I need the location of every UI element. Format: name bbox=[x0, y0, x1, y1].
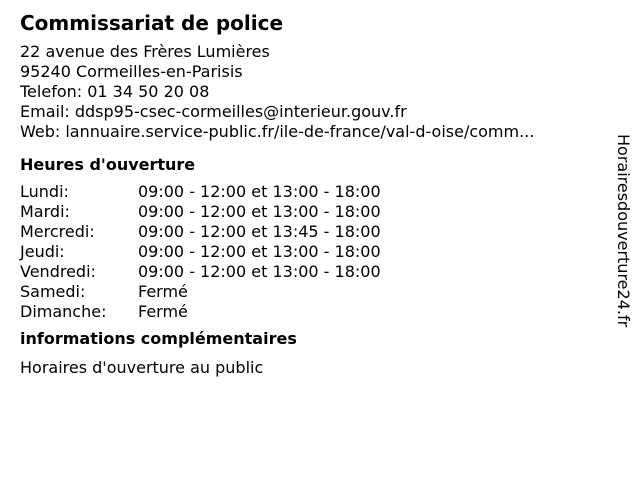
day-label: Samedi: bbox=[20, 282, 86, 301]
day-label: Mercredi: bbox=[20, 222, 95, 241]
hours-row bbox=[20, 282, 600, 302]
address-street: 22 avenue des Frères Lumières bbox=[20, 42, 270, 61]
hours-row bbox=[20, 302, 600, 322]
main-content bbox=[20, 10, 600, 378]
day-label: Vendredi: bbox=[20, 262, 96, 281]
site-brand-label[interactable]: Horairesdouverture24.fr bbox=[614, 134, 633, 328]
hours-row bbox=[20, 222, 600, 242]
day-hours: 09:00 - 12:00 et 13:45 - 18:00 bbox=[138, 222, 381, 241]
day-hours: 09:00 - 12:00 et 13:00 - 18:00 bbox=[138, 262, 381, 281]
hours-heading: Heures d'ouverture bbox=[20, 155, 196, 174]
page-title: Commissariat de police bbox=[20, 11, 284, 35]
phone-number: Telefon: 01 34 50 20 08 bbox=[20, 82, 210, 101]
day-label: Mardi: bbox=[20, 202, 70, 221]
day-hours: Fermé bbox=[138, 302, 188, 321]
hours-table bbox=[20, 182, 600, 322]
address-city: 95240 Cormeilles-en-Parisis bbox=[20, 62, 243, 81]
day-label: Jeudi: bbox=[20, 242, 65, 261]
info-heading: informations complémentaires bbox=[20, 329, 297, 348]
email-address: Email: ddsp95-csec-cormeilles@interieur.gouv.fr bbox=[20, 102, 407, 121]
info-text: Horaires d'ouverture au public bbox=[20, 358, 264, 377]
day-hours: Fermé bbox=[138, 282, 188, 301]
day-label: Dimanche: bbox=[20, 302, 107, 321]
day-hours: 09:00 - 12:00 et 13:00 - 18:00 bbox=[138, 242, 381, 261]
site-brand-vertical bbox=[612, 134, 634, 370]
hours-row bbox=[20, 182, 600, 202]
hours-row bbox=[20, 202, 600, 222]
day-hours: 09:00 - 12:00 et 13:00 - 18:00 bbox=[138, 182, 381, 201]
day-label: Lundi: bbox=[20, 182, 69, 201]
hours-row bbox=[20, 242, 600, 262]
address-block bbox=[20, 42, 600, 142]
hours-row bbox=[20, 262, 600, 282]
website-link[interactable]: Web: lannuaire.service-public.fr/ile-de-france/val-d-oise/comm... bbox=[20, 122, 535, 141]
day-hours: 09:00 - 12:00 et 13:00 - 18:00 bbox=[138, 202, 381, 221]
